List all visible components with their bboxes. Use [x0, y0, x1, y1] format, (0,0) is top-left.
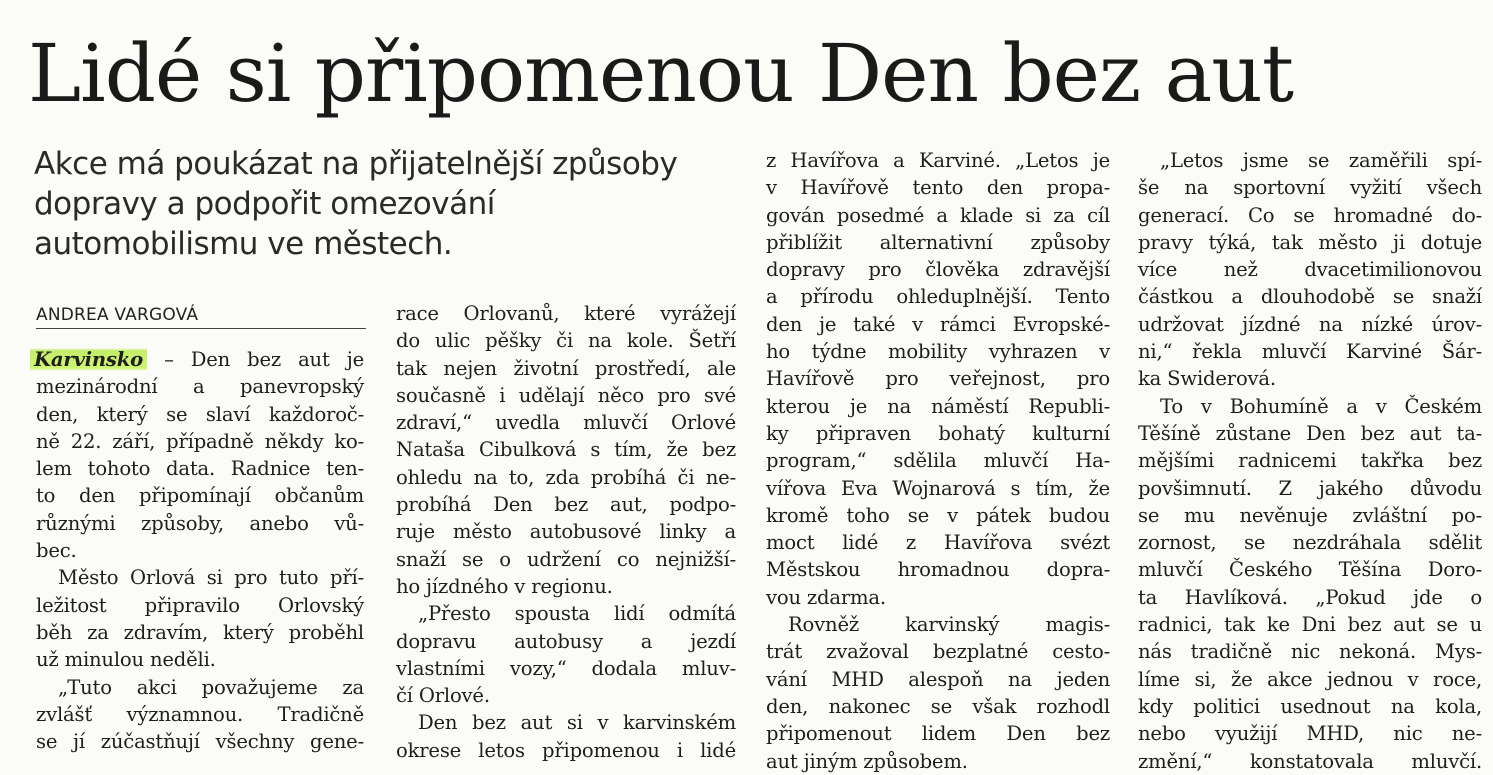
text-line: částkou a dlouhodobě se snaží [1138, 285, 1482, 309]
text-line: dopravy pro člověka zdravější [766, 258, 1110, 282]
text-line: ta Havlíková. „Pokud jde o [1138, 585, 1482, 609]
text-line: race Orlovanů, které vyrážejí [396, 302, 736, 325]
text-line: zornost, se nezdráhala sdělit [1138, 531, 1482, 555]
text-line: den, který se slaví každoroč- [36, 402, 364, 426]
text-line: ky připraven bohatý kulturní [766, 421, 1110, 445]
text-line: Nataša Cibulková s tím, že bez [396, 438, 736, 462]
text-line: to den připomínají občanům [36, 484, 364, 508]
text-line: se mu nevěnuje zvláštní po- [1138, 503, 1482, 527]
text-line: ohledu na to, zda probíhá či ne- [396, 465, 736, 489]
lead-line: Akce má poukázat na přijatelnější způsoby [34, 146, 678, 182]
text-line: moct lidé z Havířova svézt [766, 531, 1110, 555]
text-line: bec. [36, 539, 77, 563]
text-line: nebo využijí MHD, nic ne- [1138, 722, 1482, 746]
text-line: změní,“ konstatovala mluvčí. [1138, 749, 1482, 773]
text-line: radnici, tak ke Dni bez aut se u [1138, 613, 1482, 637]
text-line: den je také v rámci Evropské- [766, 312, 1110, 336]
lead-paragraph [34, 144, 734, 264]
text-line: do ulic pěšky či na kole. Šetří [396, 329, 736, 353]
text-line: ho jízdného v regionu. [396, 574, 613, 598]
text-line: a přírodu ohleduplnější. Tento [766, 285, 1110, 309]
text-line: přiblížit alternativní způsoby [766, 230, 1110, 254]
text-line: připomenout lidem Den bez [766, 722, 1110, 746]
text-line: trát zvažoval bezplatné cesto- [766, 640, 1110, 664]
text-line [36, 346, 364, 373]
text-line: vlastními vozy,“ dodala mluv- [396, 656, 736, 680]
text-line: mějšími radnicemi takřka bez [1138, 449, 1482, 473]
text-line: už minulou neděli. [36, 648, 216, 672]
text-line: povšimnutí. Z jakého důvodu [1138, 476, 1482, 500]
text-line: ně 22. září, případně někdy ko- [36, 429, 364, 453]
text-line: aut jiným způsobem. [766, 749, 968, 773]
text-line: vou zdarma. [766, 585, 886, 609]
article-column-3 [766, 147, 1110, 775]
text-line: zvlášť významnou. Tradičně [36, 702, 364, 726]
text-line: probíhá Den bez aut, podpo- [396, 493, 736, 517]
text-line: vání MHD alespoň na jeden [766, 667, 1110, 691]
author-byline: ANDREA VARGOVÁ [36, 304, 366, 329]
text-line: líme si, že akce jednou v roce, [1138, 667, 1482, 691]
text-line: pravy týká, tak město ji dotuje [1138, 230, 1482, 254]
text-line: snaží se o udržení co nejnižší- [396, 547, 736, 571]
lead-line: dopravy a podpořit omezování [34, 186, 495, 222]
text-line: še na sportovní vyžití všech [1138, 176, 1482, 200]
text-line: ležitost připravilo Orlovský [36, 593, 364, 617]
text-line: To v Bohumíně a v Českém [1160, 394, 1482, 418]
text-line: současně i udělají něco pro své [396, 383, 736, 407]
text-line: „Přesto spousta lidí odmítá [418, 602, 736, 626]
headline: Lidé si připomenou Den bez aut [28, 27, 1293, 120]
text-line: Městskou hromadnou dopra- [766, 558, 1110, 582]
text-line: Město Orlová si pro tuto pří- [58, 566, 364, 590]
text-line: kterou je na náměstí Republi- [766, 394, 1110, 418]
text-line: ni,“ řekla mluvčí Karviné Šár- [1138, 340, 1482, 364]
text-line: čí Orlové. [396, 684, 490, 708]
text-line: okrese letos připomenou i lidé [396, 738, 736, 762]
text-line: „Tuto akci považujeme za [58, 675, 364, 699]
text-line: v Havířově tento den propa- [766, 176, 1110, 200]
lead-line: automobilismu ve městech. [34, 226, 453, 262]
text-line: „Letos jsme se zaměřili spí- [1160, 149, 1482, 172]
text-line: generací. Co se hromadné do- [1138, 203, 1482, 227]
text-line: Den bez aut si v karvinském [418, 711, 736, 735]
text-line: mluvčí Českého Těšína Doro- [1138, 558, 1482, 582]
text-line: Havířově pro veřejnost, pro [766, 367, 1110, 391]
text-line: mezinárodní a panevropský [36, 375, 364, 399]
text-line: udržovat jízdné na nízké úrov- [1138, 312, 1482, 336]
text-line: nás tradičně nic nekoná. Mys- [1138, 640, 1482, 664]
text-line: lem tohoto data. Radnice ten- [36, 457, 364, 481]
text-line: den, nakonec se však rozhodl [766, 694, 1110, 718]
text-line: se jí zúčastňují všechny gene- [36, 730, 364, 754]
text-line: kromě toho se v pátek budou [766, 503, 1110, 527]
text-line: program,“ sdělila mluvčí Ha- [766, 449, 1110, 473]
article-column-2 [396, 300, 736, 764]
text-line: ho týdne mobility vyhrazen v [766, 340, 1110, 364]
text-line: dopravu autobusy a jezdí [396, 629, 736, 653]
text-line: různými způsoby, anebo vů- [36, 511, 364, 535]
article-column-1 [36, 346, 364, 755]
text-line: Těšíně zůstane Den bez aut ta- [1138, 421, 1482, 445]
text-line: kdy politici usednout na kola, [1138, 694, 1482, 718]
text-line: ka Swiderová. [1138, 367, 1276, 391]
text-line: ruje město autobusové linky a [396, 520, 736, 544]
text-line: gován posedmé a klade si za cíl [766, 203, 1110, 227]
dateline-text: – Den bez aut je [147, 348, 364, 371]
text-line: z Havířova a Karviné. „Letos je [766, 149, 1110, 172]
text-line: tak nejen životní prostředí, ale [396, 356, 736, 380]
text-line: zdraví,“ uvedla mluvčí Orlové [396, 411, 736, 435]
text-line: běh za zdravím, který proběhl [36, 620, 364, 644]
location-dateline: Karvinsko [30, 348, 147, 371]
text-line: vířova Eva Wojnarová s tím, že [766, 476, 1110, 500]
text-line: více než dvacetimilionovou [1138, 258, 1482, 282]
article-column-4 [1138, 147, 1482, 775]
text-line: Rovněž karvinský magis- [788, 613, 1110, 637]
